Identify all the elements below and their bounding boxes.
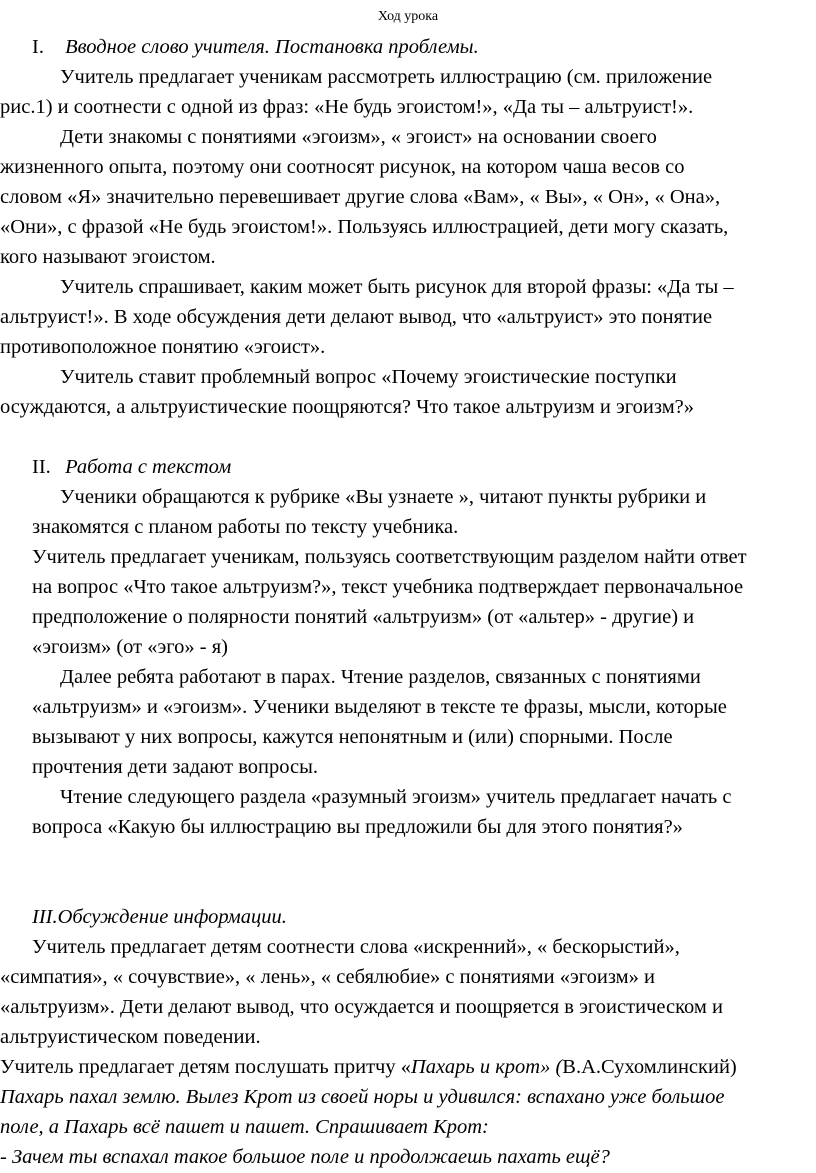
section-3-heading: III.Обсуждение информации. bbox=[32, 906, 287, 928]
paragraph-line: «эгоизм» (от «эго» - я) bbox=[32, 636, 228, 658]
paragraph-line: противоположное понятию «эгоист». bbox=[0, 336, 326, 358]
paragraph-line: вопроса «Какую бы иллюстрацию вы предложили бы для этого понятия?» bbox=[32, 816, 683, 838]
section-2-title: Работа с текстом bbox=[65, 456, 232, 478]
paragraph-line: жизненного опыта, поэтому они соотносят рисунок, на котором чаша весов со bbox=[0, 156, 685, 178]
paragraph-line: «симпатия», « сочувствие», « лень», « себялюбие» с понятиями «эгоизм» и bbox=[0, 966, 655, 988]
paragraph-line: осуждаются, а альтруистические поощряются? Что такое альтруизм и эгоизм?» bbox=[0, 396, 695, 418]
section-1-number: I. bbox=[32, 36, 44, 58]
paragraph-line: рис.1) и соотнести с одной из фраз: «Не будь эгоистом!», «Да ты – альтруист!». bbox=[0, 96, 694, 118]
paragraph-line: «альтруизм» и «эгоизм». Ученики выделяют в тексте те фразы, мысли, которые bbox=[32, 696, 727, 718]
parable-text-line: Пахарь пахал землю. Вылез Крот из своей норы и удивился: вспахано уже большое bbox=[0, 1086, 725, 1108]
section-2-heading bbox=[32, 452, 231, 482]
page-title: Ход урока bbox=[377, 9, 439, 24]
paragraph-line: Учитель предлагает ученикам рассмотреть иллюстрацию (см. приложение bbox=[60, 66, 713, 88]
paragraph-line: вызывают у них вопросы, кажутся непонятным и (или) спорными. После bbox=[32, 726, 673, 748]
paragraph-line: «Они», с фразой «Не будь эгоистом!». Пользуясь иллюстрацией, дети могу сказать, bbox=[0, 216, 729, 238]
section-1-title: Вводное слово учителя. Постановка проблемы. bbox=[65, 36, 479, 58]
paragraph-line: Учитель спрашивает, каким может быть рисунок для второй фразы: «Да ты – bbox=[60, 276, 734, 298]
paragraph-line: на вопрос «Что такое альтруизм?», текст учебника подтверждает первоначальное bbox=[32, 576, 744, 598]
parable-text-line: - Зачем ты вспахал такое большое поле и продолжаешь пахать ещё? bbox=[0, 1146, 610, 1168]
parable-intro: Учитель предлагает детям послушать притчу « bbox=[0, 1056, 411, 1078]
paragraph-line: прочтения дети задают вопросы. bbox=[32, 756, 319, 778]
paragraph-line: альтруистическом поведении. bbox=[0, 1026, 261, 1048]
paragraph-line: Учитель ставит проблемный вопрос «Почему эгоистические поступки bbox=[60, 366, 677, 388]
paragraph-line: Чтение следующего раздела «разумный эгоизм» учитель предлагает начать с bbox=[60, 786, 732, 808]
parable-title: Пахарь и крот» ( bbox=[410, 1056, 563, 1078]
parable-intro-line bbox=[0, 1052, 737, 1082]
paragraph-line: словом «Я» значительно перевешивает другие слова «Вам», « Вы», « Он», « Она», bbox=[0, 186, 721, 208]
section-1-heading bbox=[32, 32, 479, 62]
section-2-number: II. bbox=[32, 456, 51, 478]
paragraph-line: Ученики обращаются к рубрике «Вы узнаете », читают пункты рубрики и bbox=[60, 486, 707, 508]
paragraph-line: Учитель предлагает ученикам, пользуясь соответствующим разделом найти ответ bbox=[32, 546, 747, 568]
paragraph-line: знакомятся с планом работы по тексту учебника. bbox=[32, 516, 459, 538]
paragraph-line: альтруист!». В ходе обсуждения дети делают вывод, что «альтруист» это понятие bbox=[0, 306, 713, 328]
paragraph-line: предположение о полярности понятий «альтруизм» (от «альтер» - другие) и bbox=[32, 606, 695, 628]
paragraph-line: Дети знакомы с понятиями «эгоизм», « эгоист» на основании своего bbox=[60, 126, 657, 148]
parable-author: В.А.Сухомлинский) bbox=[562, 1056, 737, 1078]
parable-text-line: поле, а Пахарь всё пашет и пашет. Спрашивает Крот: bbox=[0, 1116, 489, 1138]
paragraph-line: Далее ребята работают в парах. Чтение разделов, связанных с понятиями bbox=[60, 666, 701, 688]
paragraph-line: Учитель предлагает детям соотнести слова «искренний», « бескорыстий», bbox=[32, 936, 680, 958]
paragraph-line: кого называют эгоистом. bbox=[0, 246, 216, 268]
paragraph-line: «альтруизм». Дети делают вывод, что осуждается и поощряется в эгоистическом и bbox=[0, 996, 723, 1018]
